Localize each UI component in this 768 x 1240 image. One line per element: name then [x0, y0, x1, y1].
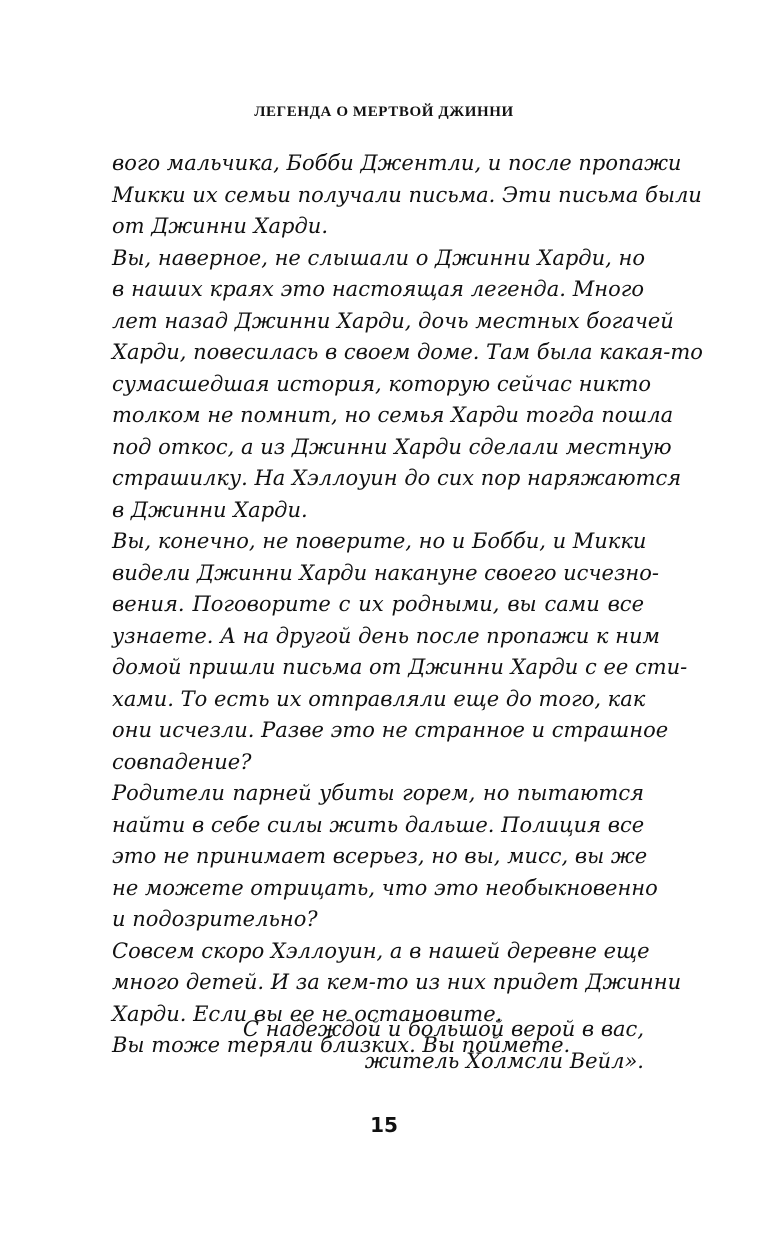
text-line: под откос, а из Джинни Харди сделали местную: [112, 434, 672, 459]
text-line: найти в себе силы жить дальше. Полиция все: [112, 812, 645, 837]
text-line: хами. То есть их отправляли еще до того, как: [112, 686, 646, 711]
paragraph-first-line: Родители парней убиты горем, но пытаются: [112, 781, 644, 805]
text-line: домой пришли письма от Джинни Харди с ее сти-: [112, 655, 688, 679]
text-line: лет назад Джинни Харди, дочь местных богачей: [112, 308, 674, 333]
text-line: это не принимает всерьез, но вы, мисс, вы же: [112, 844, 648, 868]
text-line: не можете отрицать, что это необыкновенно: [112, 875, 658, 900]
page-number: 15: [370, 1113, 398, 1137]
text-line: они исчезли. Разве это не странное и страшное: [112, 718, 669, 742]
text-line: видели Джинни Харди накануне своего исчезно-: [112, 560, 659, 585]
running-head: ЛЕГЕНДА О МЕРТВОЙ ДЖИННИ: [254, 104, 514, 120]
paragraph-first-line: Вы, конечно, не поверите, но и Бобби, и Микки: [112, 529, 647, 553]
text-line: сумасшедшая история, которую сейчас никто: [112, 371, 652, 396]
paragraph-first-line: Вы, наверное, не слышали о Джинни Харди, но: [112, 245, 645, 270]
text-line: совпадение?: [112, 749, 252, 774]
text-line: Микки их семьи получали письма. Эти письма были: [112, 182, 702, 207]
text-line: вения. Поговорите с их родными, вы сами все: [112, 592, 644, 616]
text-line: узнаете. А на другой день после пропажи к ним: [112, 623, 660, 648]
text-line: в Джинни Харди.: [112, 497, 308, 522]
letter-body: [112, 148, 703, 1062]
text-line: Харди, повесилась в своем доме. Там была какая-то: [112, 340, 703, 364]
signature-line-2: житель Холмсли Вейл».: [364, 1048, 644, 1073]
text-line: от Джинни Харди.: [112, 214, 328, 238]
text-line: вого мальчика, Бобби Джентли, и после пропажи: [112, 151, 682, 175]
signature-line-1: С надеждой и большой верой в вас,: [242, 1017, 644, 1041]
text-line: толком не помнит, но семья Харди тогда пошла: [112, 403, 674, 427]
signature-block: [184, 1014, 644, 1077]
text-line: много детей. И за кем-то из них придет Джинни: [112, 970, 682, 994]
paragraph-first-line: Вы тоже теряли близких. Вы поймете.: [112, 1033, 571, 1057]
text-line: и подозрительно?: [112, 907, 318, 931]
text-line: страшилку. На Хэллоуин до сих пор наряжаются: [112, 466, 682, 490]
text-line: Харди. Если вы ее не остановите.: [112, 1001, 503, 1026]
text-line: в наших краях это настоящая легенда. Много: [112, 277, 644, 301]
paragraph-first-line: Совсем скоро Хэллоуин, а в нашей деревне еще: [112, 938, 650, 963]
